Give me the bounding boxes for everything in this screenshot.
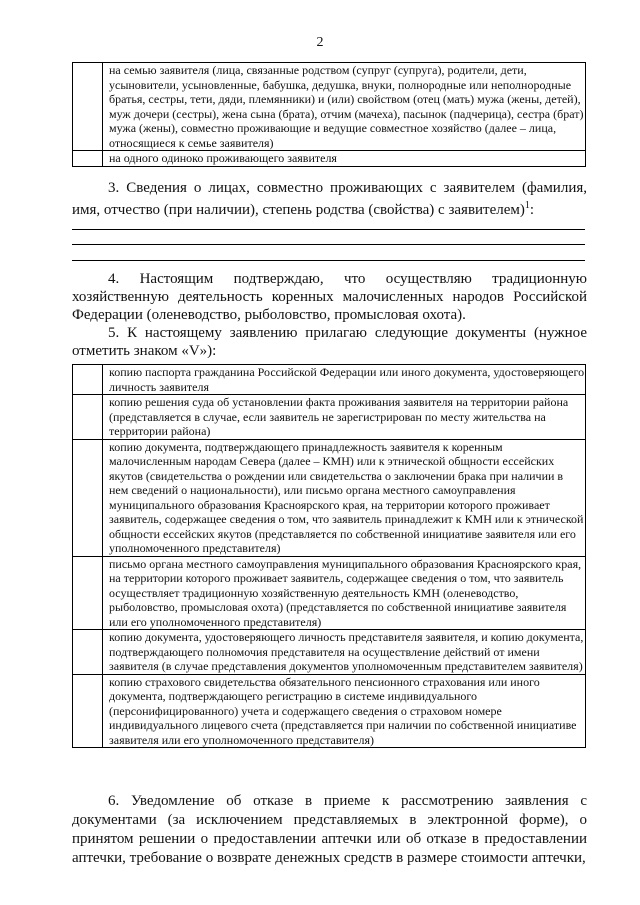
document-item-6: копию страхового свидетельства обязательного пенсионного страхования или иного документа, подтверждающего регистрацию в системе индивидуального (персонифицированного) учета и содержащего сведения о страховом номере индивидуального лицевого счета (представляется при наличии по собственной инициативе заявителя или его уполномоченного представителя) [103,674,586,748]
table-row [73,365,586,395]
section-3-text: 3. Сведения о лицах, совместно проживающих с заявителем (фамилия, имя, отчество (при наличии), степень родства (свойства) с заявителем) [72,180,587,218]
checkbox-cell-doc-1[interactable] [73,365,103,395]
page-number: 2 [316,35,324,50]
section-3-tail: : [529,202,535,218]
checkbox-cell-doc-2[interactable] [73,395,103,440]
checkbox-cell-doc-4[interactable] [73,556,103,630]
entry-line-1[interactable] [72,229,585,230]
table-row [73,395,586,440]
checkbox-cell-single[interactable] [73,151,103,167]
entry-line-2[interactable] [72,244,585,245]
section-3-paragraph [72,179,587,219]
footnote-mark: 1 [524,200,530,211]
table-row [73,63,586,151]
option-family-text: на семью заявителя (лица, связанные родством (супруг (супруга), родители, дети, усыновители, усыновленные, бабушка, дедушка, внуки, полнородные или неполнородные братья, сестры, тети, дяди, племянники) и (или) свойством (отец (мать) мужа (жены, детей), муж дочери (сестры), жена сына (брата), отчим (мачеха), пасынок (падчерица), сестра (брат) мужа (жены), совместно проживающие и ведущие совместное хозяйство (далее – лица, относящиеся к семье заявителя) [103,63,586,151]
document-item-1: копию паспорта гражданина Российской Федерации или иного документа, удостоверяющего личность заявителя [103,365,586,395]
table-row [73,556,586,630]
section-6-paragraph: 6. Уведомление об отказе в приеме к рассмотрению заявления с документами (за исключением представляемых в электронной форме), о принятом решении о предоставлении аптечки или об отказе в предоставлении аптечки, требование о возврате денежных средств в размере стоимости аптечки, [72,793,587,866]
table-row [73,630,586,675]
section-4-paragraph: 4. Настоящим подтверждаю, что осуществляю традиционную хозяйственную деятельность коренных малочисленных народов Российской Федерации (оленеводство, рыболовство, промысловая охота). [72,271,587,323]
document-item-4: письмо органа местного самоуправления муниципального образования Красноярского края, на территории которого проживает заявитель, содержащее сведения о том, что заявитель осуществляет традиционную хозяйственную деятельность КМН (оленеводство, рыболовство, промысловая охота) (представляется по собственной инициативе заявителя или его уполномоченного представителя) [103,556,586,630]
documents-table [72,364,586,748]
relation-options-table [72,62,586,167]
checkbox-cell-family[interactable] [73,63,103,151]
table-row [73,439,586,556]
section-5-paragraph: 5. К настоящему заявлению прилагаю следующие документы (нужное отметить знаком «V»): [72,325,587,359]
checkbox-cell-doc-3[interactable] [73,439,103,556]
checkbox-cell-doc-6[interactable] [73,674,103,748]
option-single-text: на одного одиноко проживающего заявителя [103,151,586,167]
document-item-5: копию документа, удостоверяющего личность представителя заявителя, и копию документа, подтверждающего полномочия представителя на осуществление действий от имени заявителя (в случае представления документов уполномоченным представителем заявителя) [103,630,586,675]
table-row [73,674,586,748]
entry-line-3[interactable] [72,260,585,261]
document-item-3: копию документа, подтверждающего принадлежность заявителя к коренным малочисленным народам Севера (далее – КМН) или к этнической общности ессейских якутов (свидетельства о рождении или свидетельства о заключении брака при наличии в нем сведений о национальности), или письмо органа местного самоуправления муниципального образования Красноярского края, на территории которого проживает заявитель, содержащее сведения о том, что заявитель принадлежит к КМН или к этнической общности ессейских якутов (представляется по собственной инициативе заявителя или его уполномоченного представителя) [103,439,586,556]
document-item-2: копию решения суда об установлении факта проживания заявителя на территории района (представляется в случае, если заявитель не зарегистрирован по месту жительства на территории района) [103,395,586,440]
checkbox-cell-doc-5[interactable] [73,630,103,675]
table-row [73,151,586,167]
